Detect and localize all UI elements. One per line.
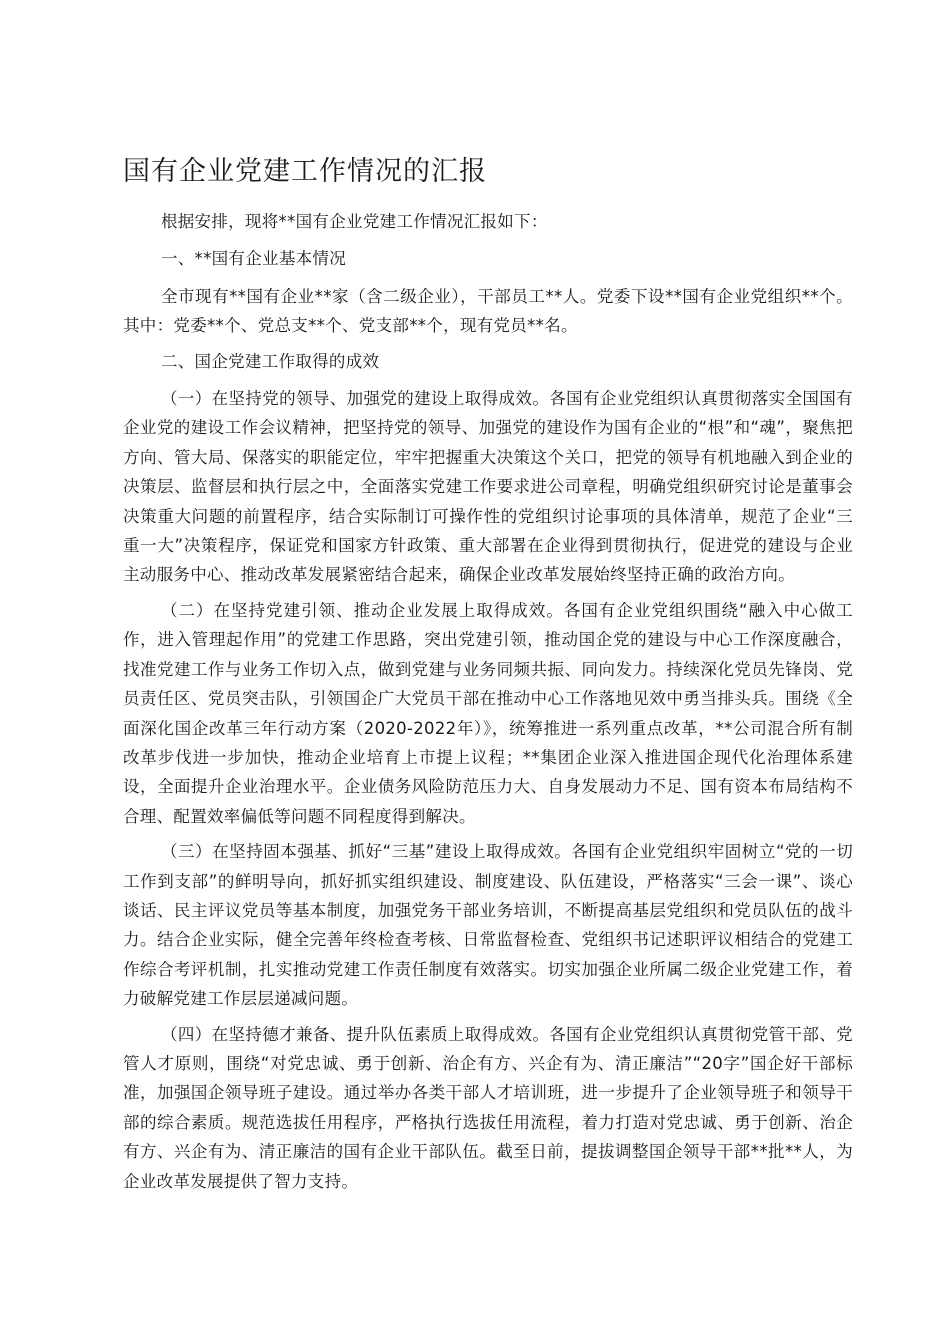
achievement-paragraph-1: （一）在坚持党的领导、加强党的建设上取得成效。各国有企业党组织认真贯彻落实全国国有企业党的建设工作会议精神，把坚持党的领导、加强党的建设作为国有企业的“根”和“魂”，聚焦把方向、管大局、保落实的职能定位，牢牢把握重大决策这个关口，把党的领导有机地融入到企业的决策层、监督层和执行层之中，全面落实党建工作要求进公司章程，明确党组织研究讨论是董事会决策重大问题的前置程序，结合实际制订可操作性的党组织讨论事项的具体清单，规范了企业“三重一大”决策程序，保证党和国家方针政策、重大部署在企业得到贯彻执行，促进党的建设与企业主动服务中心、推动改革发展紧密结合起来，确保企业改革发展始终坚持正确的政治方向。 xyxy=(123,389,853,585)
achievement-paragraph-2: （二）在坚持党建引领、推动企业发展上取得成效。各国有企业党组织围绕“融入中心做工作，进入管理起作用”的党建工作思路，突出党建引领，推动国企党的建设与中心工作深度融合，找准党建工作与业务工作切入点，做到党建与业务同频共振、同向发力。持续深化党员先锋岗、党员责任区、党员突击队，引领国企广大党员干部在推动中心工作落地见效中勇当排头兵。围绕《全面深化国企改革三年行动方案（2020-2022年）》，统筹推进一系列重点改革，**公司混合所有制改革步伐进一步加快，推动企业培育上市提上议程；**集团企业深入推进国企现代化治理体系建设，全面提升企业治理水平。企业债务风险防范压力大、自身发展动力不足、国有资本布局结构不合理、配置效率偏低等问题不同程度得到解决。 xyxy=(123,600,853,826)
basic-situation-paragraph: 全市现有**国有企业**家（含二级企业），干部员工**人。党委下设**国有企业党组织**个。其中：党委**个、党总支**个、党支部**个，现有党员**名。 xyxy=(123,286,853,336)
achievement-paragraph-3: （三）在坚持固本强基、抓好“三基”建设上取得成效。各国有企业党组织牢固树立“党的一切工作到支部”的鲜明导向，抓好抓实组织建设、制度建设、队伍建设，严格落实“三会一课”、谈心谈话、民主评议党员等基本制度，加强党务干部业务培训，不断提高基层党组织和党员队伍的战斗力。结合企业实际，健全完善年终检查考核、日常监督检查、党组织书记述职评议相结合的党建工作综合考评机制，扎实推动党建工作责任制度有效落实。切实加强企业所属二级企业党建工作，着力破解党建工作层层递减问题。 xyxy=(123,842,853,1009)
document-body xyxy=(123,207,853,1202)
section-heading-achievements: 二、国企党建工作取得的成效 xyxy=(160,351,380,371)
intro-paragraph: 根据安排，现将**国有企业党建工作情况汇报如下： xyxy=(160,212,548,231)
achievement-paragraph-4: （四）在坚持德才兼备、提升队伍素质上取得成效。各国有企业党组织认真贯彻党管干部、党管人才原则，围绕“对党忠诚、勇于创新、治企有方、兴企有为、清正廉洁”“20字”国企好干部标准，加强国企领导班子建设。通过举办各类干部人才培训班，进一步提升了企业领导班子和领导干部的综合素质。规范选拔任用程序，严格执行选拔任用流程，着力打造对党忠诚、勇于创新、治企有方、兴企有为、清正廉洁的国有企业干部队伍。截至日前，提拔调整国企领导干部**批**人，为企业改革发展提供了智力支持。 xyxy=(123,1024,853,1191)
section-heading-basic-situation: 一、**国有企业基本情况 xyxy=(160,249,347,269)
document-title: 国有企业党建工作情况的汇报 xyxy=(123,156,487,187)
